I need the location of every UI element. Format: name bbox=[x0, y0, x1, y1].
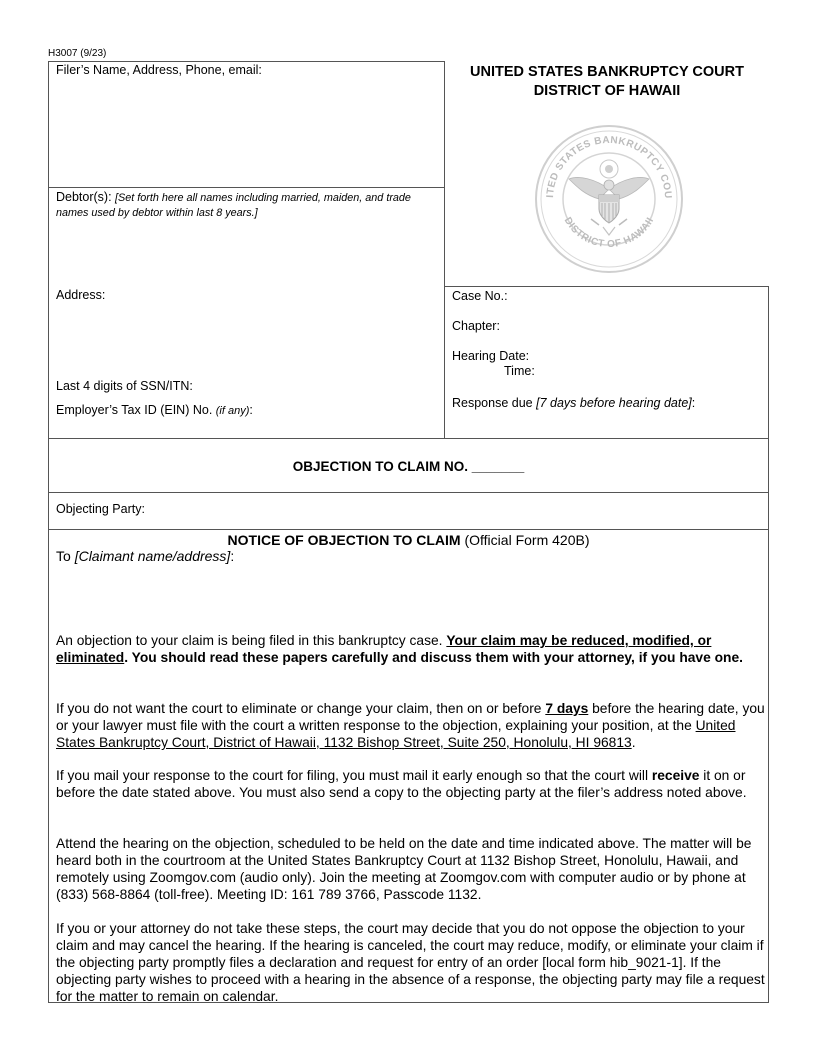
notice-to-line: To [Claimant name/address]: bbox=[56, 548, 235, 564]
address-label: Address: bbox=[56, 288, 106, 302]
ssn-label: Last 4 digits of SSN/ITN: bbox=[56, 379, 193, 393]
hearing-date-label: Hearing Date: bbox=[452, 349, 530, 363]
objecting-party-box[interactable] bbox=[48, 492, 769, 530]
case-no-label: Case No.: bbox=[452, 289, 508, 303]
notice-paragraph-1: An objection to your claim is being filed in this bankruptcy case. Your claim may be reduced, modified, or eliminated. You should read these papers carefully and discuss them with your attorney, if you have one. bbox=[56, 633, 743, 665]
filer-label: Filer’s Name, Address, Phone, email: bbox=[56, 63, 262, 77]
seal-graphic bbox=[533, 123, 685, 275]
court-title bbox=[446, 63, 768, 101]
claimant-placeholder: [Claimant name/address] bbox=[74, 548, 231, 564]
seal-top-text: ITED STATES BANKRUPTCY COU bbox=[544, 134, 674, 200]
court-line1: UNITED STATES BANKRUPTCY COURT bbox=[470, 64, 744, 80]
notice-box bbox=[48, 529, 769, 1003]
debtor-instruction: [Set forth here all names including married, maiden, and trade names used by debtor within last 8 years.] bbox=[56, 192, 411, 219]
case-box[interactable] bbox=[444, 286, 769, 439]
court-line2: DISTRICT OF HAWAII bbox=[533, 83, 681, 99]
time-label: Time: bbox=[504, 364, 535, 378]
court-seal bbox=[533, 123, 685, 275]
notice-paragraph-2: If you do not want the court to eliminate or change your claim, then on or before 7 days before the hearing date, you or your lawyer must file with the court a written response to the objection, explaining your position, at the United States Bankruptcy Court, District of Hawaii, 1132 Bishop Street, Suite 250, Honolulu, HI 96813. bbox=[56, 701, 765, 750]
court-address: United States Bankruptcy Court, District of Hawaii, 1132 Bishop Street, Suite 250, Honolulu, HI 96813 bbox=[56, 718, 736, 750]
notice-paragraph-4: Attend the hearing on the objection, scheduled to be held on the date and time indicated above. The matter will be heard both in the courtroom at the United States Bankruptcy Court at 1132 Bishop Street, Honolulu, Hawaii, and remotely using Zoomgov.com (audio only). Join the meeting at Zoomgov.com with computer audio or by phone at (833) 568-8864 (toll-free). Meeting ID: 161 789 3766, Passcode 1132. bbox=[56, 836, 752, 902]
notice-paragraph-5: If you or your attorney do not take these steps, the court may decide that you do not oppose the objection to your claim and may cancel the hearing. If the hearing is canceled, the court may reduce, modify, or eliminate your claim if the objecting party promptly files a declaration and request for entry of an order [local form hib_9021-1]. If the objecting party wishes to proceed with a hearing in the absence of a response, the objecting party may file a request for the matter to remain on calendar. bbox=[56, 921, 765, 1004]
seal-bottom-text: DISTRICT OF HAWAII bbox=[561, 215, 657, 251]
notice-paragraph-3: If you mail your response to the court for filing, you must mail it early enough so that the court will receive it on or before the date stated above. You must also send a copy to the objecting party at the filer’s address noted above. bbox=[56, 768, 747, 800]
filer-box[interactable] bbox=[48, 61, 445, 188]
ein-note: (if any) bbox=[215, 405, 250, 417]
debtor-box[interactable] bbox=[48, 187, 445, 439]
debtor-label: Debtor(s): bbox=[56, 190, 116, 204]
response-due-label: Response due [7 days before hearing date]: bbox=[452, 396, 696, 410]
form-code: H3007 (9/23) bbox=[48, 48, 107, 59]
notice-title: NOTICE OF OBJECTION TO CLAIM (Official Form 420B) bbox=[227, 532, 590, 548]
objecting-party-label: Objecting Party: bbox=[56, 502, 145, 516]
objection-title: OBJECTION TO CLAIM NO. _______ bbox=[292, 459, 525, 474]
debtor-heading bbox=[56, 190, 436, 220]
response-due-note: [7 days before hearing date] bbox=[536, 396, 692, 410]
chapter-label: Chapter: bbox=[452, 319, 500, 333]
objection-title-box bbox=[48, 438, 769, 493]
ein-label: Employer’s Tax ID (EIN) No. (if any): bbox=[56, 403, 253, 417]
